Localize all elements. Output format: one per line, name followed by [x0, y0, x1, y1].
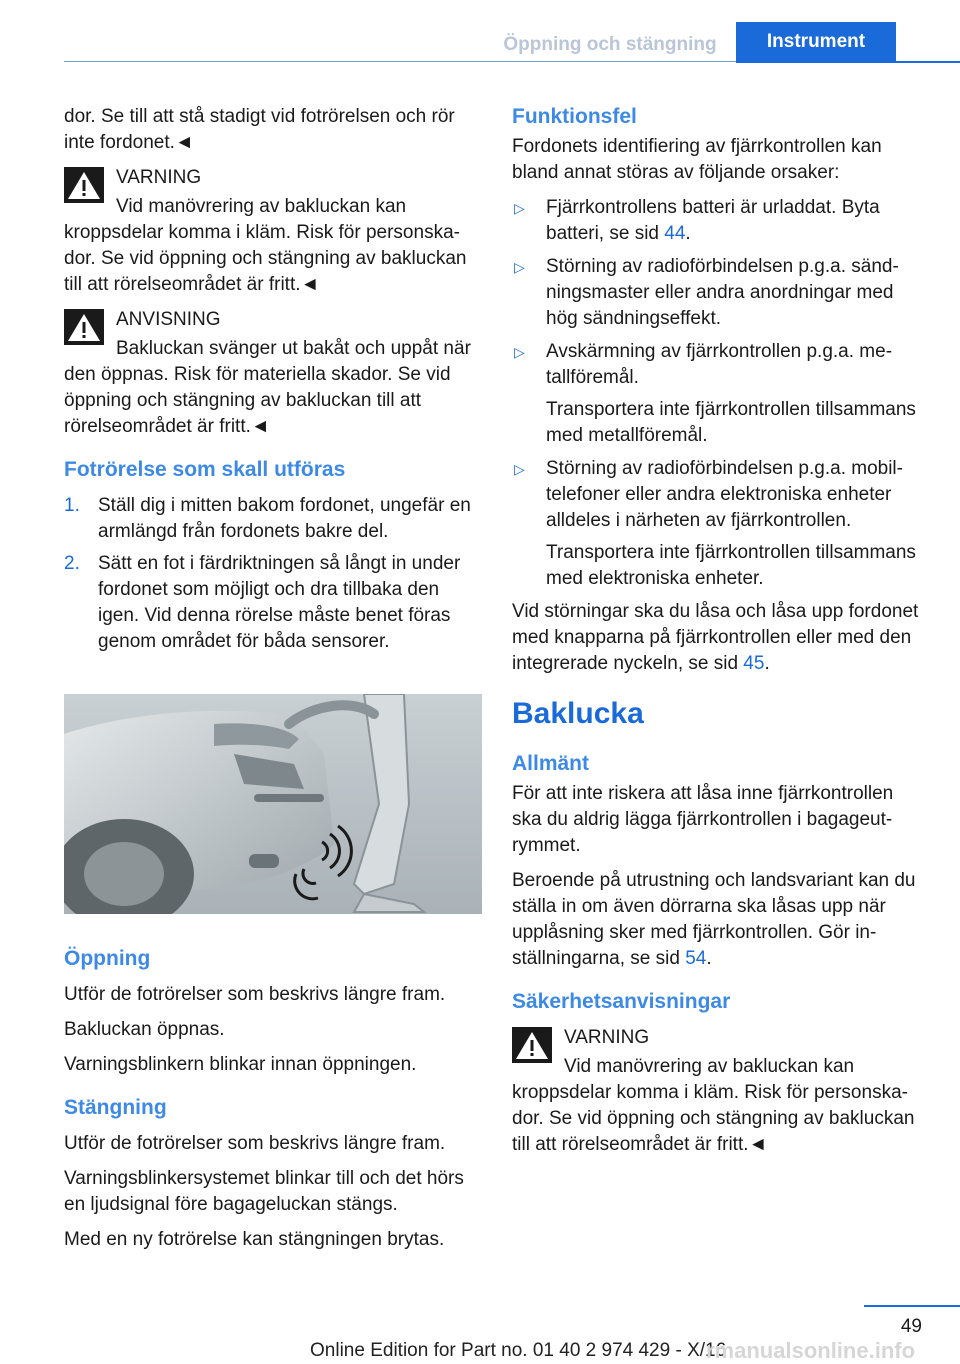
warning-title: VARNING [116, 167, 202, 188]
warning-text: Vid manövrering av bakluckan kan kroppsdelar komma i kläm. Risk för personskador. Se vid öppning och stängning av bakluckan till att rörelseområdet är fritt.◄ [64, 196, 467, 295]
foot-movement-heading: Fotrörelse som skall utföras [64, 458, 346, 481]
malfunction-outro [512, 599, 928, 677]
list-arrow-icon: ▷ [514, 461, 525, 477]
warning-triangle-icon [64, 309, 104, 345]
warning-block [512, 1025, 928, 1158]
general-paragraph-2 [512, 868, 928, 972]
header-chapter-tab: Instrument [736, 22, 896, 62]
malfunction-outro-text: Vid störningar ska du låsa och låsa upp fordonet med knapparna på fjärrkontrollen eller med den integrerade nyckeln, se sid [512, 601, 919, 674]
opening-paragraph-1: Utför de fotrörelser som beskrivs längre fram. [64, 984, 446, 1005]
step-number: 1. [64, 495, 80, 516]
notice-text: Bakluckan svänger ut bakåt och uppåt när den öppnas. Risk för materiella skador. Se vid öppning och stängning av bakluckan till att rörelseområdet är fritt.◄ [64, 338, 471, 437]
list-arrow-icon: ▷ [514, 344, 525, 360]
header-section-title: Öppning och stängning [503, 34, 717, 55]
list-item [512, 254, 928, 332]
opening-paragraph-2: Bakluckan öppnas. [64, 1019, 225, 1040]
warning-triangle-icon [64, 167, 104, 203]
notice-title: ANVISNING [116, 309, 221, 330]
intro-paragraph: dor. Se till att stå stadigt vid fotrörelsen och rör inte fordonet.◄ [64, 106, 455, 153]
warning-text: Vid manövrering av bakluckan kan kroppsdelar komma i kläm. Risk för personskador. Se vid öppning och stängning av bakluckan till att rörelseområdet är fritt.◄ [512, 1056, 915, 1155]
opening-heading: Öppning [64, 947, 151, 970]
warning-triangle-icon [512, 1027, 552, 1063]
list-item [512, 195, 928, 247]
steps-list [64, 493, 482, 655]
general-paragraph-2-end: . [706, 948, 712, 969]
general-paragraph-2-text: Beroende på utrustning och landsvariant kan du ställa in om även dörrarna ska låsas upp när upplåsning sker med fjärrkontrollen. Gör inställningarna, se sid [512, 870, 916, 969]
page-number: 49 [900, 1316, 922, 1337]
watermark: rmanualsonline.info [706, 1338, 916, 1363]
cause-subtext: Transportera inte fjärrkontrollen tillsammans med metallföremål. [546, 399, 916, 446]
notice-block [64, 307, 482, 440]
causes-list [512, 195, 928, 592]
opening-paragraph-3: Varningsblinkern blinkar innan öppningen. [64, 1054, 417, 1075]
cause-text: Avskärmning av fjärrkontrollen p.g.a. metallföremål. [546, 341, 893, 388]
list-arrow-icon: ▷ [514, 200, 525, 216]
cause-text: Störning av radioförbindelsen p.g.a. sändningsmaster eller andra anordningar med hög sändningseffekt. [546, 256, 899, 329]
page-link[interactable]: 54 [685, 948, 707, 969]
page-link[interactable]: 44 [664, 223, 686, 244]
foot-gesture-illustration [64, 694, 482, 914]
malfunction-heading: Funktionsfel [512, 105, 637, 128]
list-item [512, 339, 928, 449]
general-paragraph-1: För att inte riskera att låsa inne fjärrkontrollen ska du aldrig lägga fjärrkontrollen i bagageutrymmet. [512, 783, 894, 856]
step-number: 2. [64, 553, 80, 574]
cause-text: Störning av radioförbindelsen p.g.a. mobiltelefoner eller andra elektroniska enheter alldeles i närheten av fjärrkontrollen. [546, 458, 903, 531]
safety-heading: Säkerhetsanvisningar [512, 990, 731, 1013]
left-column [64, 104, 482, 661]
tailgate-heading: Baklucka [512, 697, 644, 730]
header-rule-accent [736, 61, 960, 63]
closing-heading: Stängning [64, 1096, 167, 1119]
general-heading: Allmänt [512, 752, 590, 775]
list-item [64, 551, 482, 655]
cause-text: Fjärrkontrollens batteri är urladdat. Byta batteri, se sid [546, 197, 880, 244]
closing-paragraph-1: Utför de fotrörelser som beskrivs längre fram. [64, 1133, 446, 1154]
warning-block [64, 165, 482, 298]
cause-subtext: Transportera inte fjärrkontrollen tillsammans med elektroniska enheter. [546, 542, 916, 589]
step-text: Ställ dig i mitten bakom fordonet, ungefär en armlängd från fordonets bakre del. [98, 495, 471, 542]
page-link[interactable]: 45 [743, 653, 765, 674]
list-arrow-icon: ▷ [514, 259, 525, 275]
closing-paragraph-3: Med en ny fotrörelse kan stängningen brytas. [64, 1229, 445, 1250]
list-item [64, 493, 482, 545]
footer-rule [864, 1305, 960, 1307]
step-text: Sätt en fot i färdriktningen så långt in under fordonet som möjligt och dra tillbaka den igen. Vid denna rörelse måste benet föras genom området för båda sensorer. [98, 553, 461, 652]
cause-text-end: . [685, 223, 691, 244]
warning-title: VARNING [564, 1027, 650, 1048]
malfunction-outro-end: . [764, 653, 770, 674]
right-column [512, 104, 928, 1167]
left-column-lower [64, 946, 482, 1262]
malfunction-intro: Fordonets identifiering av fjärrkontrollen kan bland annat störas av följande orsaker: [512, 136, 882, 183]
closing-paragraph-2: Varningsblinkersystemet blinkar till och det hörs en ljudsignal före bagageluckan stängs. [64, 1168, 464, 1215]
edition-line: Online Edition for Part no. 01 40 2 974 429 - X/16 [310, 1340, 727, 1361]
list-item [512, 456, 928, 592]
